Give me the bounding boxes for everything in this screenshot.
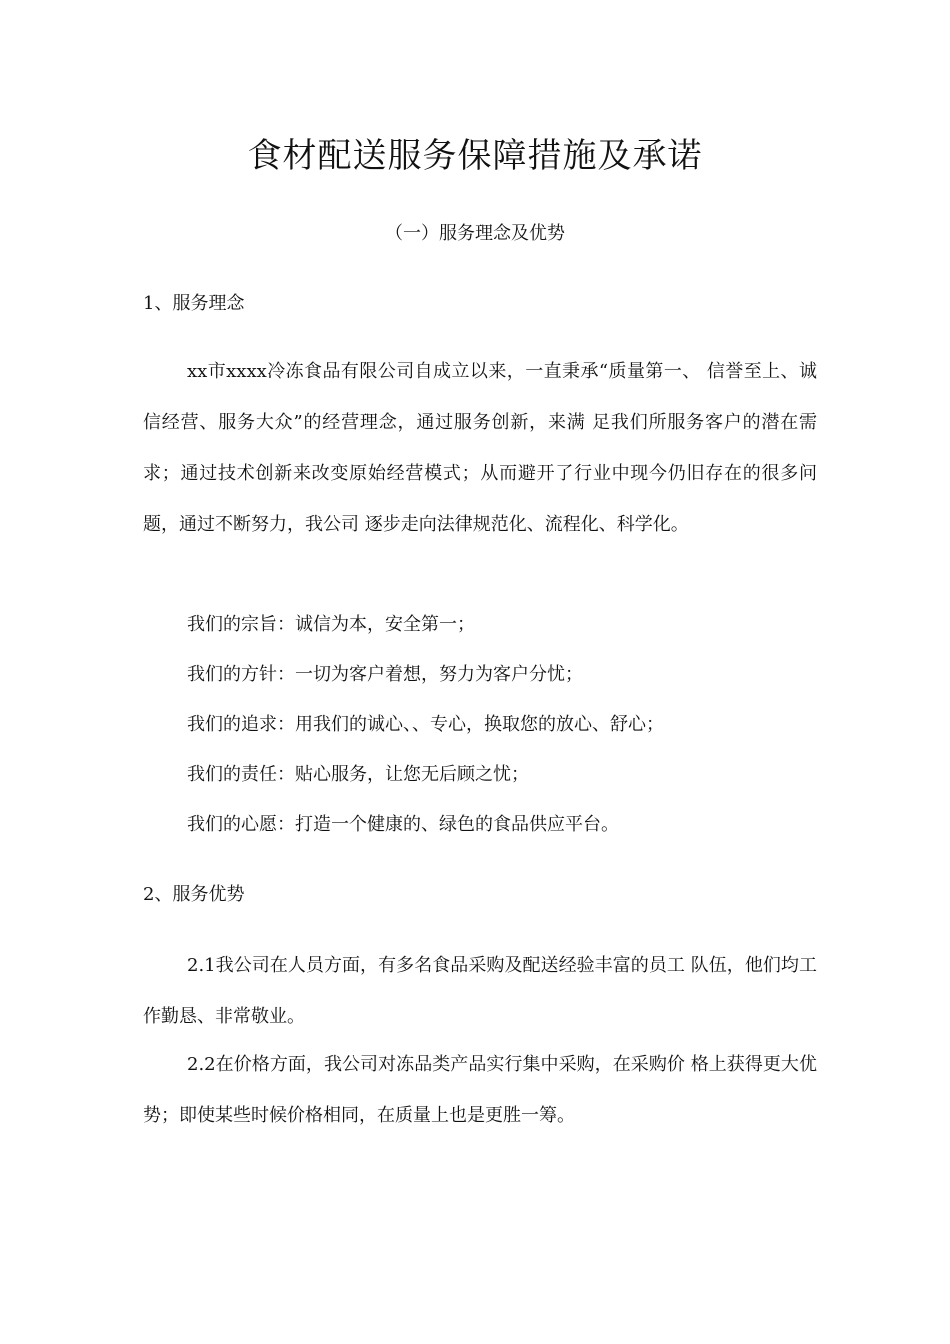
- section-2-paragraph-2-1: 2.1我公司在人员方面，有多名食品采购及配送经验丰富的员工 队伍，他们均工作勤恳、非常敬业。: [143, 955, 817, 1027]
- principle-item-wish: 我们的心愿：打造一个健康的、绿色的食品供应平台。: [187, 814, 619, 835]
- document-subtitle: （一）服务理念及优势: [385, 223, 565, 244]
- principle-item-pursuit: 我们的追求：用我们的诚心、、专心，换取您的放心、舒心；: [187, 714, 664, 735]
- principle-item-purpose: 我们的宗旨：诚信为本，安全第一；: [187, 614, 475, 635]
- section-2-paragraph-2-2: 2.2在价格方面，我公司对冻品类产品实行集中采购，在采购价 格上获得更大优势；即使某些时候价格相同，在质量上也是更胜一筹。: [143, 1054, 817, 1126]
- section-1-intro-paragraph: xx市xxxx冷冻食品有限公司自成立以来，一直秉承“质量第一、 信誉至上、诚信经营、服务大众”的经营理念，通过服务创新，来满 足我们所服务客户的潜在需求；通过技术创新来改变原始经营模式；从而避开了行业中现今仍旧存在的很多问题，通过不断努力，我公司 逐步走向法律规范化、流程化、科学化。: [143, 361, 817, 535]
- section-2-heading: 2、服务优势: [143, 884, 245, 905]
- section-1-heading: 1、服务理念: [143, 293, 245, 314]
- principle-item-policy: 我们的方针：一切为客户着想，努力为客户分忧；: [187, 664, 583, 685]
- principle-item-responsibility: 我们的责任：贴心服务，让您无后顾之忧；: [187, 764, 529, 785]
- document-title: 食材配送服务保障措施及承诺: [247, 136, 703, 176]
